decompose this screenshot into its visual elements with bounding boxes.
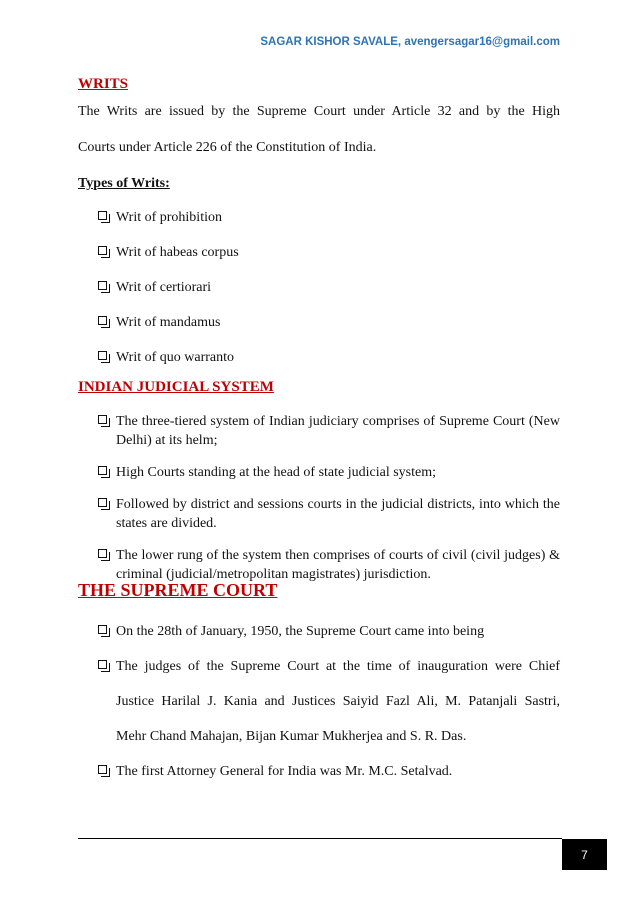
checkbox-bullet-icon	[98, 211, 107, 220]
list-item	[98, 208, 560, 227]
checkbox-bullet-icon	[98, 765, 107, 774]
list-item	[98, 412, 560, 450]
list-item-text: Followed by district and sessions courts in the judicial districts, into which the states are divided.	[116, 497, 560, 531]
checkbox-bullet-icon	[98, 466, 107, 475]
checkbox-bullet-icon	[98, 415, 107, 424]
checkbox-bullet-icon	[98, 281, 107, 290]
list-item	[98, 313, 560, 332]
list-item	[98, 348, 560, 367]
footer-divider	[78, 838, 562, 839]
page-number: 7	[562, 839, 607, 870]
list-item	[98, 463, 560, 482]
list-item	[98, 762, 560, 781]
checkbox-bullet-icon	[98, 660, 107, 669]
checkbox-bullet-icon	[98, 351, 107, 360]
list-item	[98, 278, 560, 297]
section-title-writs: WRITS	[78, 76, 129, 92]
list-item-text: High Courts standing at the head of state judicial system;	[116, 465, 436, 480]
list-item-text: Writ of quo warranto	[116, 350, 235, 365]
checkbox-bullet-icon	[98, 549, 107, 558]
checkbox-bullet-icon	[98, 625, 107, 634]
list-item	[98, 622, 560, 641]
writs-intro-line-1: The Writs are issued by the Supreme Court under Article 32 and by the High	[78, 104, 560, 119]
list-item-text: Justice Harilal J. Kania and Justices Saiyid Fazl Ali, M. Patanjali Sastri,	[116, 694, 560, 709]
types-of-writs-heading: Types of Writs:	[78, 176, 170, 191]
writs-intro-line-2: Courts under Article 226 of the Constitution of India.	[78, 140, 377, 155]
list-item-text: Writ of mandamus	[116, 315, 221, 330]
list-item-text: The judges of the Supreme Court at the time of inauguration were Chief	[116, 659, 560, 674]
checkbox-bullet-icon	[98, 246, 107, 255]
list-item-continuation	[98, 727, 560, 746]
list-item-text: Writ of certiorari	[116, 280, 212, 295]
list-item-text: On the 28th of January, 1950, the Supreme Court came into being	[116, 624, 485, 639]
page-header-author: SAGAR KISHOR SAVALE, avengersagar16@gmail.com	[260, 36, 560, 48]
list-item	[98, 657, 560, 676]
list-item-text: Writ of habeas corpus	[116, 245, 239, 260]
section-title-judicial-system: INDIAN JUDICIAL SYSTEM	[78, 379, 274, 395]
section-title-supreme-court: THE SUPREME COURT	[78, 580, 278, 600]
list-item-text: Mehr Chand Mahajan, Bijan Kumar Mukherjea and S. R. Das.	[116, 729, 467, 744]
list-item-continuation	[98, 692, 560, 711]
checkbox-bullet-icon	[98, 316, 107, 325]
list-item-text: Writ of prohibition	[116, 210, 222, 225]
list-item-text: The lower rung of the system then comprises of courts of civil (civil judges) & criminal (judicial/metropolitan magistrates) jurisdiction.	[116, 548, 560, 582]
checkbox-bullet-icon	[98, 498, 107, 507]
list-item	[98, 495, 560, 533]
list-item-text: The first Attorney General for India was Mr. M.C. Setalvad.	[116, 764, 453, 779]
list-item	[98, 243, 560, 262]
list-item-text: The three-tiered system of Indian judiciary comprises of Supreme Court (New Delhi) at its helm;	[116, 414, 560, 448]
list-item	[98, 546, 560, 584]
